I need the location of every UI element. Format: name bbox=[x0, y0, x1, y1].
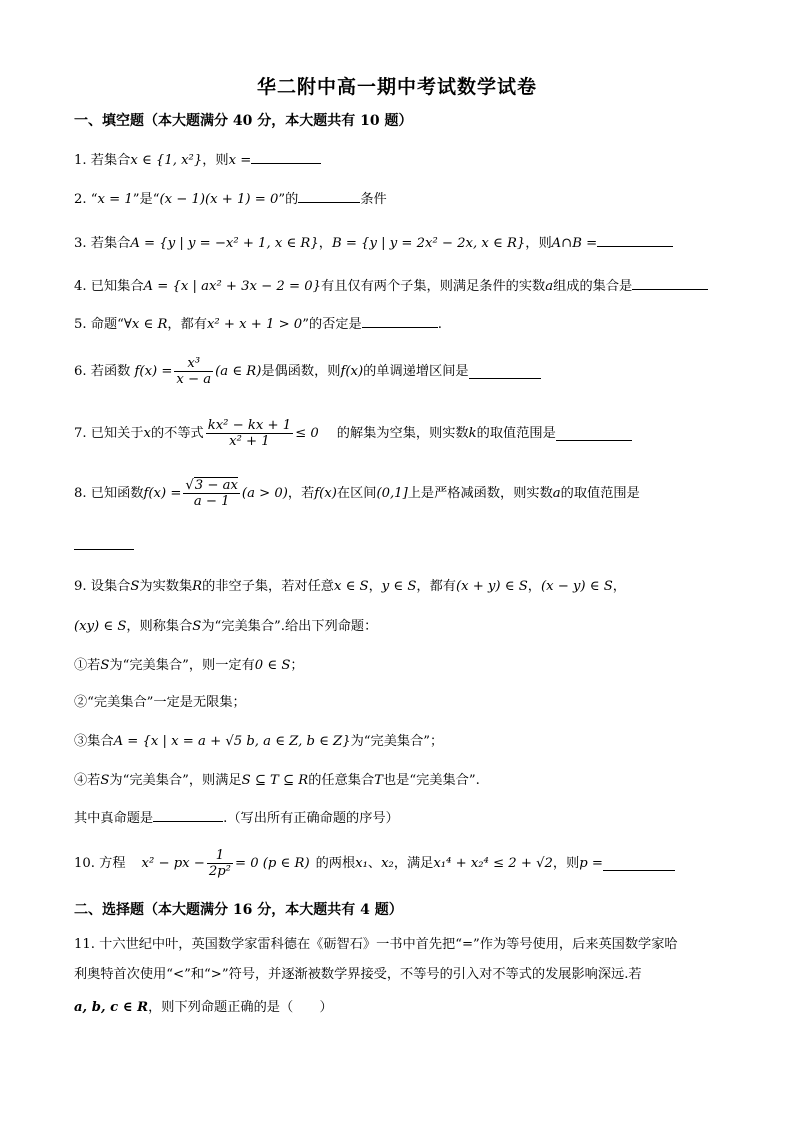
question-11-line-2: 利奥特首次使用“<”和“>”符号，并逐渐被数学界接受，不等号的引入对不等式的发展影响深远.若 bbox=[74, 967, 642, 982]
question-1: 1. 若集合x ∈ {1, x²}，则x = bbox=[74, 150, 321, 169]
answer-blank[interactable] bbox=[556, 427, 632, 441]
question-11-line-3: a, b, c ∈ R，则下列命题正确的是（ ） bbox=[74, 1000, 333, 1015]
question-9-proposition-1: ①若S为“完美集合”，则一定有0 ∈ S； bbox=[74, 658, 304, 673]
question-6: 6. 若函数 f(x) = $\frac{\text{x³}}{x - a}$ (a ∈ R)是偶函数，则f(x)的单调递增区间是 bbox=[74, 356, 541, 387]
answer-blank[interactable] bbox=[153, 808, 223, 822]
section-heading-multiple-choice: 二、选择题（本大题满分 16 分，本大题共有 4 题） bbox=[74, 902, 403, 918]
answer-blank[interactable] bbox=[251, 150, 321, 164]
fraction: $\frac{√3 - ax}{a - 1}$ bbox=[185, 478, 238, 510]
answer-blank[interactable] bbox=[632, 276, 708, 290]
answer-blank[interactable] bbox=[74, 536, 134, 550]
fraction: $\frac{\text{x³}}{x - a}$ bbox=[176, 356, 212, 388]
question-9-answer: 其中真命题是 .（写出所有正确命题的序号） bbox=[74, 808, 399, 827]
question-2: 2. “x = 1”是“(x − 1)(x + 1) = 0”的 条件 bbox=[74, 189, 387, 208]
answer-blank[interactable] bbox=[597, 233, 673, 247]
question-9-proposition-4: ④若S为“完美集合”，则满足S ⊆ T ⊆ R的任意集合T也是“完美集合”. bbox=[74, 773, 480, 788]
answer-blank[interactable] bbox=[603, 857, 675, 871]
question-10: 10. 方程 x² − px − $\frac{1}{\text{2p²}}$ = 0 (p ∈ R) 的两根x₁、x₂，满足x₁⁴ + x₂⁴ ≤ 2 + √2，则p = bbox=[74, 848, 675, 879]
question-4: 4. 已知集合A = {x | ax² + 3x − 2 = 0}有且仅有两个子集，则满足条件的实数a组成的集合是 bbox=[74, 276, 708, 295]
fraction: $\frac{1}{\text{2p²}}$ bbox=[208, 848, 231, 880]
question-9-line-1: 9. 设集合S为实数集R的非空子集，若对任意x ∈ S，y ∈ S，都有(x + y) ∈ S，(x − y) ∈ S， bbox=[74, 579, 626, 594]
question-9-proposition-3: ③集合A = {x | x = a + √5 b, a ∈ Z, b ∈ Z}为“完美集合”； bbox=[74, 734, 444, 749]
answer-blank[interactable] bbox=[298, 189, 360, 203]
question-3: 3. 若集合A = {y | y = −x² + 1, x ∈ R}，B = {y | y = 2x² − 2x, x ∈ R}，则A∩B = bbox=[74, 233, 673, 252]
question-7: 7. 已知关于x的不等式 $\frac{\text{kx² − kx + 1}}{\text{x² + 1}}$ ≤ 0 的解集为空集，则实数k的取值范围是 bbox=[74, 418, 632, 449]
question-11-line-1: 11. 十六世纪中叶，英国数学家雷科德在《砺智石》一书中首先把“=”作为等号使用，后来英国数学家哈 bbox=[74, 937, 678, 952]
exam-title: 华二附中高一期中考试数学试卷 bbox=[256, 76, 537, 98]
question-8: 8. 已知函数f(x) = $\frac{√3 - ax}{a - 1}$ (a > 0)，若f(x)在区间(0,1]上是严格减函数，则实数a的取值范围是 bbox=[74, 478, 640, 510]
question-8-blank-line bbox=[74, 536, 134, 555]
question-5: 5. 命题“∀x ∈ R，都有x² + x + 1 > 0”的否定是 . bbox=[74, 314, 442, 333]
section-heading-fill-in: 一、填空题（本大题满分 40 分，本大题共有 10 题） bbox=[74, 113, 413, 129]
question-9-proposition-2: ②“完美集合”一定是无限集； bbox=[74, 695, 246, 710]
answer-blank[interactable] bbox=[362, 314, 438, 328]
question-9-line-2: (xy) ∈ S，则称集合S为“完美集合”.给出下列命题： bbox=[74, 619, 378, 634]
fraction: $\frac{\text{kx² − kx + 1}}{\text{x² + 1}}$ bbox=[207, 418, 292, 450]
answer-blank[interactable] bbox=[469, 365, 541, 379]
